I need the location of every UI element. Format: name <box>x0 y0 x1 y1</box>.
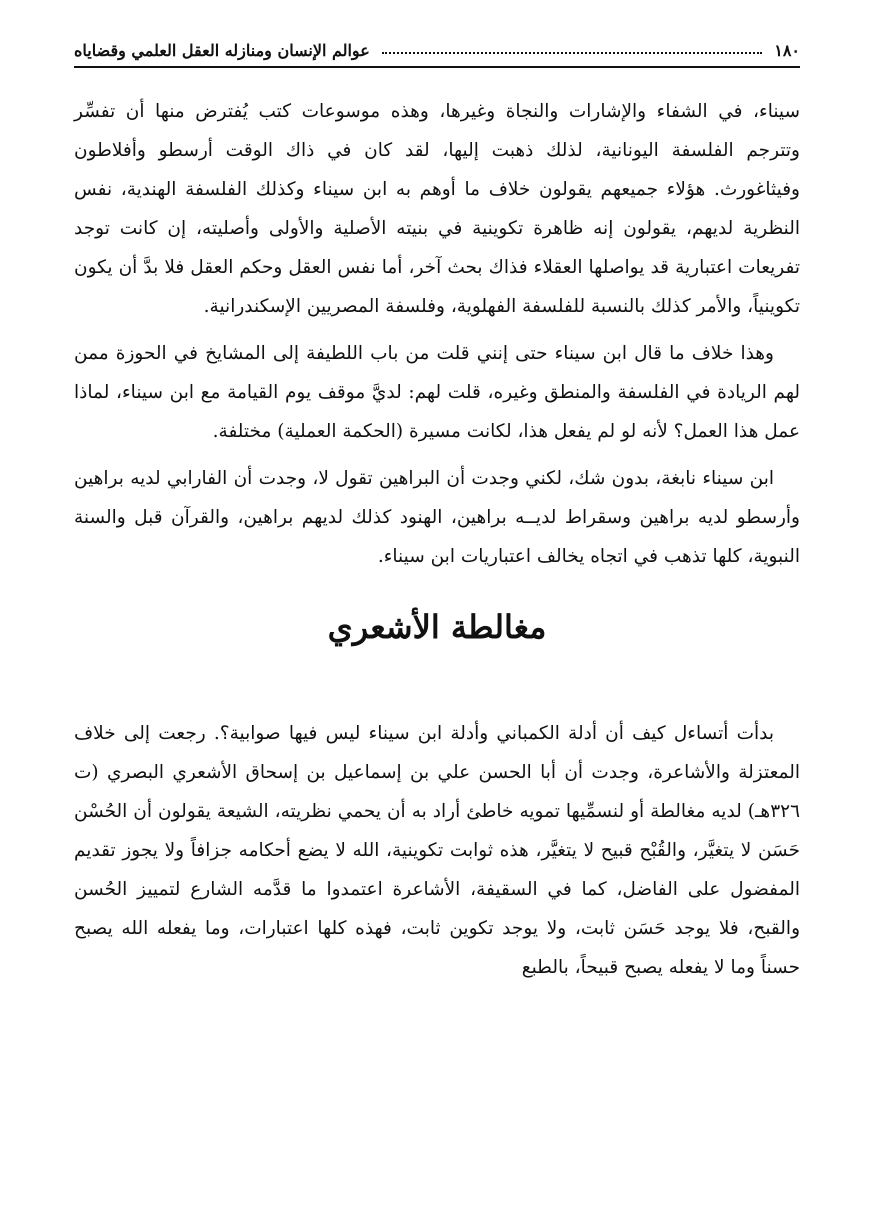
paragraph-2: وهذا خلاف ما قال ابن سيناء حتى إنني قلت من باب اللطيفة إلى المشايخ في الحوزة ممن لهم الريادة في الفلسفة والمنطق وغيره، قلت لهم: لديَّ موقف يوم القيامة مع ابن سيناء، لماذا عمل هذا العمل؟ لأنه لو لم يفعل هذا، لكانت مسيرة (الحكمة العملية) مختلفة. <box>74 343 800 442</box>
paragraph-1: سيناء، في الشفاء والإشارات والنجاة وغيرها، وهذه موسوعات كتب يُفترض منها أن تفسِّر وتترجم الفلسفة اليونانية، لذلك ذهبت إليها، لقد كان في ذاك الوقت أرسطو وأفلاطون وفيثاغورث. هؤلاء جميعهم يقولون خلاف ما أوهم به ابن سيناء وكذلك الفلسفة الهندية، نفس النظرية لديهم، يقولون إنه ظاهرة تكوينية في بنيته الأصلية والأولى وأصليته، إن كانت توجد تفريعات اعتبارية قد يواصلها العقلاء فذاك بحث آخر، أما نفس العقل وحكم العقل فلا بدَّ أن يكون تكوينياً، والأمر كذلك بالنسبة للفلسفة الفهلوية، وفلسفة المصريين الإسكندرانية. <box>74 101 800 317</box>
paragraph-3: ابن سيناء نابغة، بدون شك، لكني وجدت أن البراهين تقول لا، وجدت أن الفارابي لديه براهين وأرسطو لديه براهين وسقراط لديــه براهين، الهنود كذلك لديهم براهين، والقرآن قبل والسنة النبوية، كلها تذهب في اتجاه يخالف اعتباريات ابن سيناء. <box>74 468 800 567</box>
page-body <box>74 92 800 987</box>
paragraph-4: بدأت أتساءل كيف أن أدلة الكمباني وأدلة ابن سيناء ليس فيها صوابية؟. رجعت إلى خلاف المعتزلة والأشاعرة، وجدت أن أبا الحسن علي بن إسماعيل بن إسحاق الأشعري البصري (ت ٣٢٦هـ) لديه مغالطة أو لنسمِّيها تمويه خاطئ أراد به أن يحمي نظريته، الشيعة يقولون أن الحُسْن حَسَن لا يتغيَّر، والقُبْح قبيح لا يتغيَّر، هذه ثوابت تكوينية، الله لا يضع أحكامه جزافاً ولا يجوز تقديم المفضول على الفاضل، كما في السقيفة، الأشاعرة اعتمدوا ما قدَّمه الشارع لتمييز الحُسن والقبح، فلا يوجد حَسَن ثابت، ولا يوجد تكوين ثابت، فهذه كلها اعتبارات، وما يفعله الله يصبح حسناً وما لا يفعله يصبح قبيحاً، بالطبع <box>74 723 801 978</box>
running-title: عوالم الإنسان ومنازله العقل العلمي وقضاياه <box>74 41 370 60</box>
page-number: ١٨٠ <box>774 41 800 60</box>
section-heading: مغالطة الأشعري <box>327 608 547 646</box>
page-header <box>74 30 800 68</box>
header-dot-leader <box>382 52 762 54</box>
